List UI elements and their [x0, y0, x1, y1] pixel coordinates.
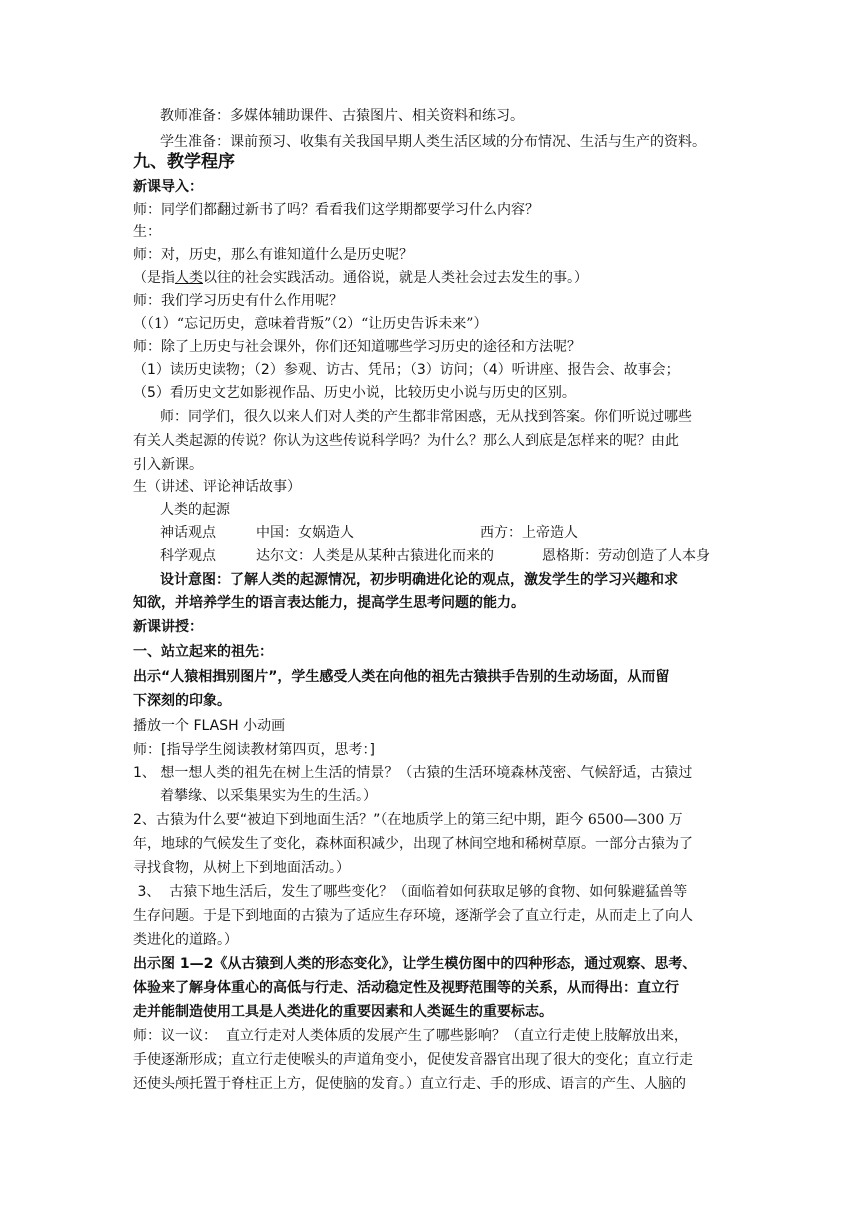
teacher-question-2: 师：对，历史，那么有谁知道什么是历史呢？: [133, 247, 413, 263]
section-title: 九、教学程序: [133, 152, 235, 172]
answer-2-underlined: 人类: [175, 270, 203, 286]
answer-2: [133, 268, 588, 288]
discussion-continuation: 直立行走、手的形成、语言的产生、人脑的: [420, 1076, 686, 1092]
teacher-paragraph-line-1: 师：同学们，很久以来人们对人类的产生都非常困惑，无从找到答案。你们听说过哪些: [160, 409, 692, 425]
lecture-subheading-1: 一、站立起来的祖先：: [133, 644, 273, 660]
show-figure-line-2: 体验来了解身体重心的高低与行走、活动稳定性及视野范围等的关系，从而得出：直立行: [133, 980, 679, 996]
question-2-answer-end: 寻找食物，从树上下到地面活动。）: [133, 860, 350, 876]
question-2: [133, 810, 683, 830]
show-picture-line-2: 下深刻的印象。: [133, 693, 231, 709]
question-1: [133, 763, 692, 783]
discussion-answer-start: （直立行走使上肢解放出来，: [505, 1028, 688, 1044]
question-3-text: 3、 古猿下地生活后，发生了哪些变化？: [133, 884, 394, 900]
discussion-question: 师：议一议： 直立行走对人类体质的发展产生了哪些影响？: [133, 1028, 506, 1044]
design-intent-line-2: 知欲，并培养学生的语言表达能力，提高学生思考问题的能力。: [133, 595, 525, 611]
question-3-answer-end: 类进化的道路。）: [133, 932, 238, 948]
teacher-guide: 师：[指导学生阅读教材第四页，思考：]: [133, 742, 375, 758]
answer-2-start: （是指: [133, 270, 175, 286]
question-3: [133, 882, 687, 902]
discussion-answer-close: 还使头颅托置于脊柱正上方，促使脑的发育。）: [133, 1076, 420, 1092]
discussion-answer-end: [133, 1074, 686, 1094]
show-picture-line-1: 出示“人猿相揖别图片”，学生感受人类在向他的祖先古猿拱手告别的生动场面，从而留: [133, 669, 670, 685]
teacher-question-1: 师：同学们都翻过新书了吗？看看我们这学期都要学习什么内容？: [133, 202, 539, 218]
show-figure-line-3: 走并能制造使用工具是人类进化的重要因素和人类诞生的重要标志。: [133, 1004, 553, 1020]
flash-animation-note: 播放一个 FLASH 小动画: [133, 718, 286, 734]
question-1-answer-end: 着攀缘、以采集果实为生的生活。）: [160, 788, 377, 804]
science-darwin: 达尔文：人类是从某种古猿进化而来的: [256, 548, 494, 564]
discussion-answer-middle: 手使逐渐形成；直立行走使喉头的声道角变小，促使发音器官出现了很大的变化；直立行走: [133, 1052, 693, 1068]
teacher-paragraph-line-3: 引入新课。: [133, 457, 203, 473]
question-3-answer-middle: 生存问题。于是下到地面的古猿为了适应生存环境，逐渐学会了直立行走，从而走上了向人: [133, 908, 693, 924]
intro-heading: 新课导入：: [133, 179, 203, 195]
question-1-answer-start: （古猿的生活环境森林茂密、气候舒适，古猿过: [398, 765, 693, 781]
question-1-text: 1、 想一想人类的祖先在树上生活的情景？: [133, 765, 399, 781]
teacher-question-3: 师：我们学习历史有什么作用呢？: [133, 293, 343, 309]
answer-4-line-1: （1）读历史读物；（2）参观、访古、凭吊；（3）访问；（4）听讲座、报告会、故事会；: [133, 362, 680, 378]
student-prep: 学生准备：课前预习、收集有关我国早期人类生活区域的分布情况、生活与生产的资料。: [160, 134, 706, 150]
myth-label: 神话观点: [160, 525, 216, 541]
show-figure-line-1: 出示图 1—2《从古猿到人类的形态变化》，让学生模仿图中的四种形态，通过观察、思考、: [133, 956, 697, 972]
teacher-paragraph-line-2: 有关人类起源的传说？你认为这些传说科学吗？为什么？那么人到底是怎样来的呢？由此: [133, 433, 679, 449]
origin-title: 人类的起源: [160, 502, 230, 518]
discussion: [133, 1026, 688, 1046]
design-intent-line-1: 设计意图：了解人类的起源情况，初步明确进化论的观点，激发学生的学习兴趣和求: [160, 572, 678, 588]
question-3-answer-start: （面临着如何获取足够的食物、如何躲避猛兽等: [393, 884, 688, 900]
teacher-prep: 教师准备：多媒体辅助课件、古猿图片、相关资料和练习。: [160, 108, 524, 124]
answer-4-line-2: （5）看历史文艺如影视作品、历史小说，比较历史小说与历史的区别。: [133, 385, 576, 401]
student-answer-1: 生：: [133, 224, 161, 240]
science-label: 科学观点: [160, 548, 216, 564]
science-engels: 恩格斯：劳动创造了人本身: [542, 548, 710, 564]
student-action: 生（讲述、评论神话故事）: [133, 479, 301, 495]
question-2-text: 2、古猿为什么要“被迫下到地面生活？”: [133, 812, 381, 828]
question-2-answer-start: （在地质学上的第三纪中期，距今 6500—300 万: [380, 812, 683, 828]
myth-west: 西方：上帝造人: [480, 525, 578, 541]
answer-3: （（1）“忘记历史，意味着背叛”（2）“让历史告诉未来”）: [133, 316, 488, 332]
lecture-heading: 新课讲授：: [133, 619, 203, 635]
myth-china: 中国：女娲造人: [256, 525, 354, 541]
answer-2-end: 以往的社会实践活动。通俗说，就是人类社会过去发生的事。）: [203, 270, 588, 286]
teacher-question-4: 师：除了上历史与社会课外，你们还知道哪些学习历史的途径和方法呢？: [133, 339, 581, 355]
question-2-answer-middle: 年，地球的气候发生了变化，森林面积减少，出现了林间空地和稀树草原。一部分古猿为了: [133, 836, 693, 852]
